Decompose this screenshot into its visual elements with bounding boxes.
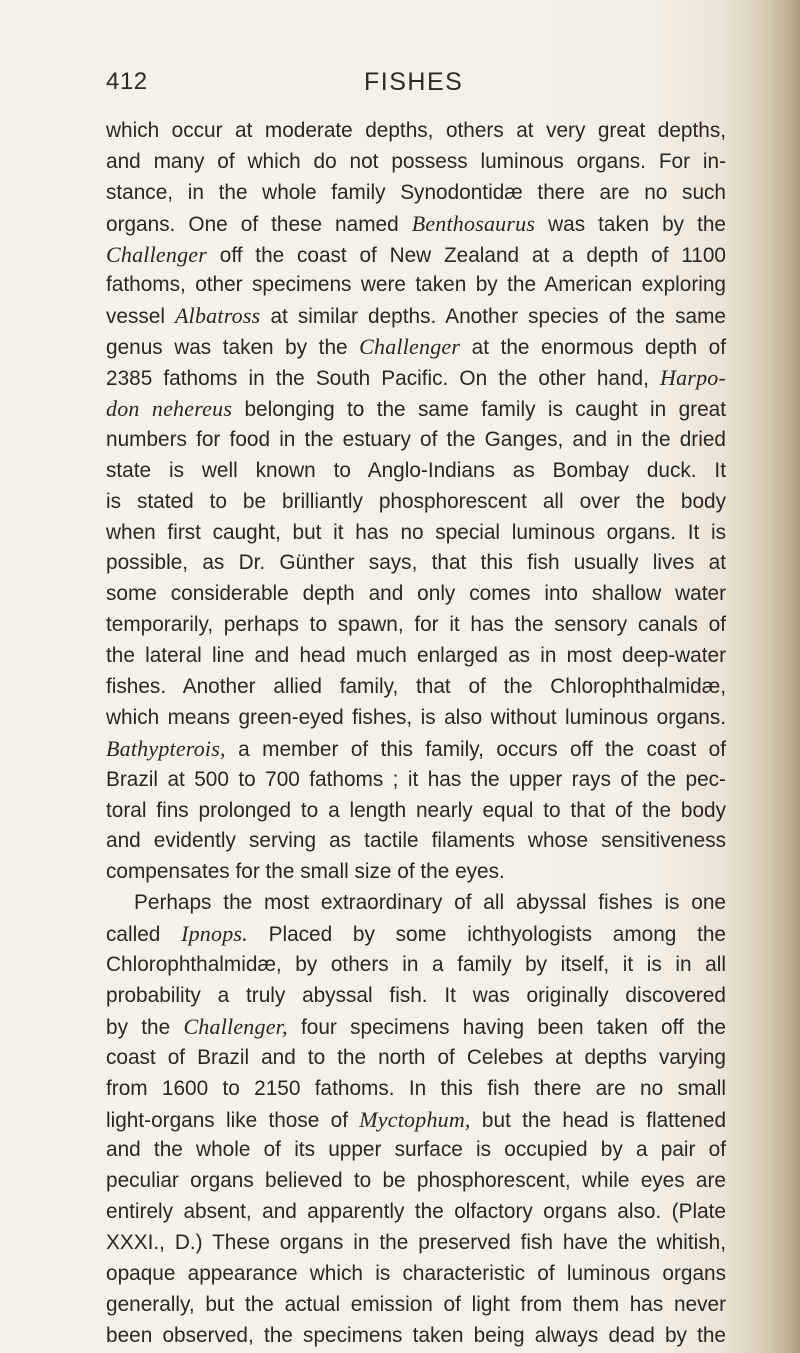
text-line [106, 1105, 726, 1136]
text-run: entirely absent, and apparently the olfactory organs also. (Plate [106, 1200, 726, 1224]
text-line [106, 981, 726, 1012]
text-run: which occur at moderate depths, others at very great depths, [106, 119, 726, 142]
text-line [106, 548, 726, 579]
text-run: belonging to the same family is caught in great [232, 398, 726, 422]
running-head: FISHES [364, 68, 464, 96]
text-run: Brazil at 500 to 700 fathoms ; it has the upper rays of the pec- [106, 767, 726, 791]
text-line [106, 734, 726, 765]
text-line [106, 332, 726, 363]
text-line [106, 425, 726, 456]
text-run: state is well known to Anglo-Indians as Bombay duck. It [106, 458, 726, 482]
text-run: and the whole of its upper surface is occupied by a pair of [106, 1138, 726, 1162]
page-edge-shadow [760, 0, 800, 1353]
text-run: generally, but the actual emission of light from them has never [106, 1292, 726, 1316]
text-run: Perhaps the most extraordinary of all abyssal fishes is one [134, 891, 726, 915]
text-line [106, 765, 726, 796]
text-line [106, 240, 726, 271]
text-run: fishes. Another allied family, that of the Chlorophthalmidæ, [106, 675, 726, 699]
text-line [106, 1197, 726, 1228]
italic-term: Harpo- [660, 365, 726, 391]
text-run: four specimens having been taken off the [287, 1015, 726, 1039]
text-run: light-organs like those of [106, 1108, 360, 1132]
italic-term: Benthosaurus [411, 210, 536, 236]
text-run: from 1600 to 2150 fathoms. In this fish there are no small [106, 1076, 726, 1100]
italic-term: don nehereus [106, 396, 233, 422]
text-run: numbers for food in the estuary of the Ganges, and in the dried [106, 427, 726, 451]
text-line [106, 919, 726, 950]
text-run: at the enormous depth of [460, 336, 726, 360]
text-line [106, 1228, 726, 1259]
text-run: fathoms, other specimens were taken by the American exploring [106, 273, 726, 297]
text-run: when first caught, but it has no special luminous organs. It is [106, 520, 726, 544]
text-line [106, 147, 726, 178]
text-line [106, 178, 726, 209]
italic-term: Ipnops. [181, 921, 248, 947]
text-line [106, 301, 726, 332]
text-run: and many of which do not possess luminous organs. For in- [106, 149, 726, 173]
text-run: Placed by some ichthyologists among the [247, 923, 726, 947]
text-line [106, 363, 726, 394]
text-run: called [106, 923, 182, 947]
text-line [106, 487, 726, 518]
text-line [106, 116, 726, 147]
text-run: coast of Brazil and to the north of Celebes at depths varying [106, 1045, 726, 1069]
text-line [106, 579, 726, 610]
text-line [106, 1043, 726, 1074]
text-line [106, 796, 726, 827]
text-run: vessel [106, 305, 176, 329]
text-run: possible, as Dr. Günther says, that this fish usually lives at [106, 551, 726, 575]
body-text [106, 116, 726, 1352]
text-line [106, 641, 726, 672]
text-line [106, 1166, 726, 1197]
text-run: probability a truly abyssal fish. It was originally discovered [106, 983, 726, 1007]
text-line [106, 518, 726, 549]
text-run: a member of this family, occurs off the coast of [225, 737, 726, 761]
text-line [106, 857, 726, 888]
text-line [106, 1321, 726, 1352]
text-run: organs. One of these named [106, 212, 412, 236]
italic-term: Bathypterois, [106, 735, 226, 761]
text-run: was taken by the [535, 212, 726, 236]
italic-term: Challenger [359, 334, 461, 360]
text-run: 2385 fathoms in the South Pacific. On the other hand, [106, 367, 661, 391]
text-line [106, 209, 726, 240]
text-line [106, 1259, 726, 1290]
italic-term: Challenger [106, 241, 207, 267]
italic-term: Challenger, [183, 1013, 288, 1039]
text-run: and evidently serving as tactile filaments whose sensitiveness [106, 829, 726, 853]
page-number: 412 [106, 68, 148, 95]
italic-term: Albatross [175, 303, 261, 329]
text-line [106, 394, 726, 425]
italic-term: Myctophum, [359, 1106, 471, 1132]
text-run: opaque appearance which is characteristic of luminous organs [106, 1261, 726, 1285]
text-line [106, 456, 726, 487]
text-run: XXXI., D.) These organs in the preserved fish have the whitish, [106, 1231, 726, 1255]
text-run: but the head is flattened [470, 1108, 727, 1132]
text-run: Chlorophthalmidæ, by others in a family by itself, it is in all [106, 953, 726, 977]
text-line [106, 826, 726, 857]
text-line [106, 1074, 726, 1105]
text-run: which means green-eyed fishes, is also without luminous organs. [106, 705, 726, 729]
text-run: off the coast of New Zealand at a depth of 1100 [207, 243, 726, 267]
text-run: been observed, the specimens taken being always dead by the [106, 1323, 726, 1347]
text-run: the lateral line and head much enlarged as in most deep-water [106, 644, 726, 668]
text-run: temporarily, perhaps to spawn, for it has the sensory canals of [106, 613, 726, 637]
text-run: by the [106, 1015, 184, 1039]
text-line [106, 1012, 726, 1043]
text-run: is stated to be brilliantly phosphorescent all over the body [106, 489, 726, 513]
text-line [106, 703, 726, 734]
text-run: compensates for the small size of the eyes. [106, 860, 505, 884]
text-run: some considerable depth and only comes into shallow water [106, 582, 726, 606]
text-run: stance, in the whole family Synodontidæ there are no such [106, 180, 726, 204]
text-line [106, 1290, 726, 1321]
text-line [106, 610, 726, 641]
text-line [106, 270, 726, 301]
text-run: peculiar organs believed to be phosphorescent, while eyes are [106, 1169, 726, 1193]
text-line [106, 888, 726, 919]
text-line [106, 1135, 726, 1166]
text-line [106, 672, 726, 703]
text-run: at similar depths. Another species of the same [260, 305, 726, 329]
text-run: toral fins prolonged to a length nearly equal to that of the body [106, 798, 726, 822]
text-line [106, 950, 726, 981]
page-header [106, 68, 726, 108]
text-run: genus was taken by the [106, 336, 360, 360]
